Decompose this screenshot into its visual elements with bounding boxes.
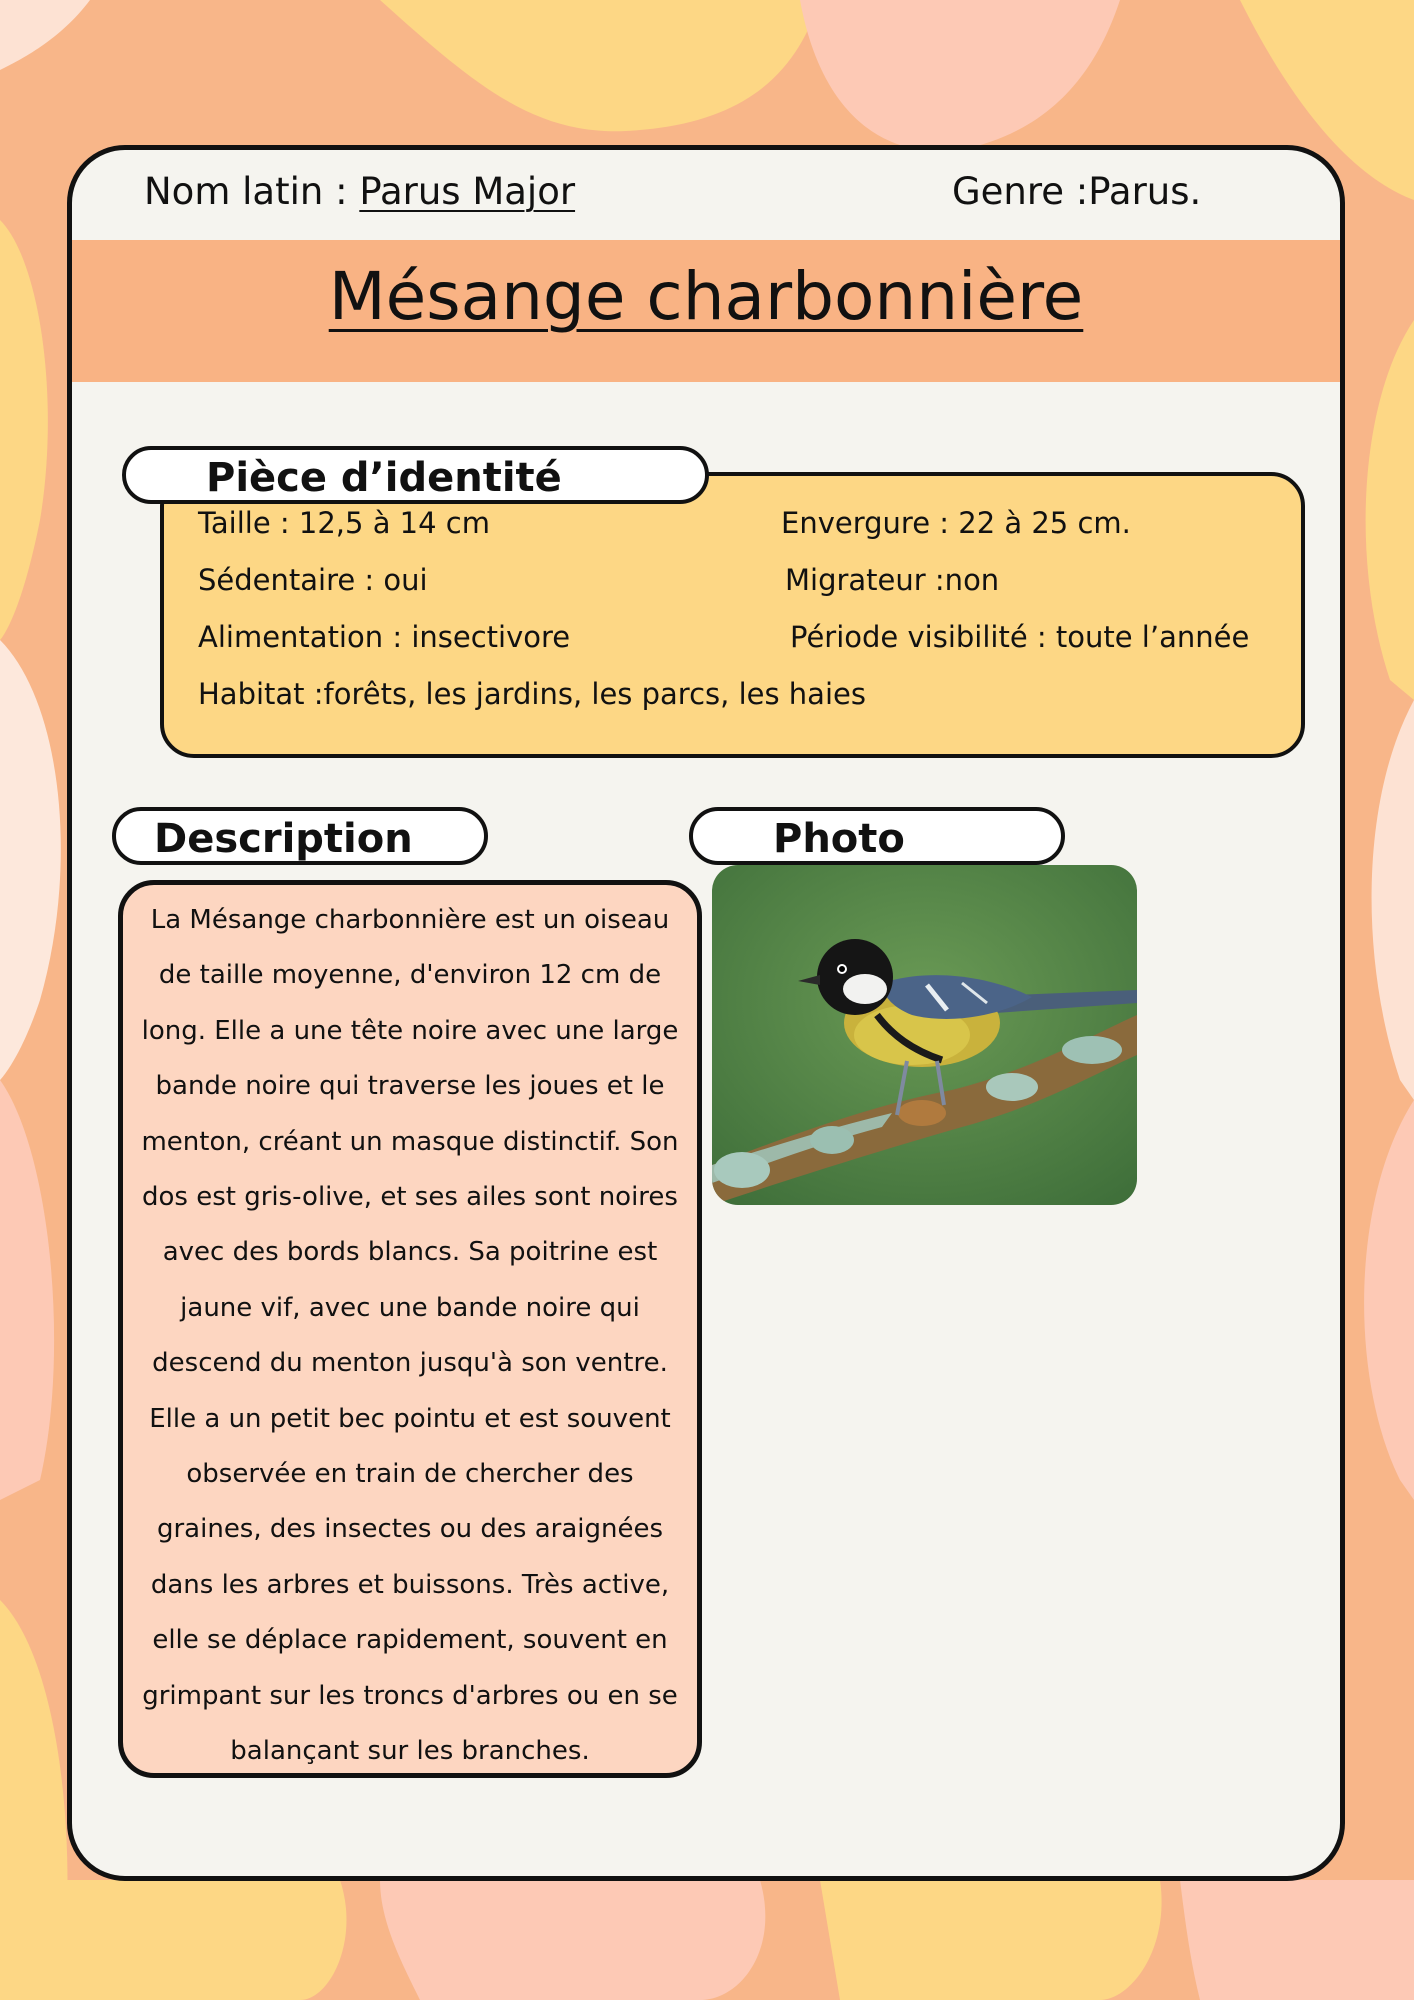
description-heading-pill xyxy=(112,807,488,865)
migratory-field: Migrateur :non xyxy=(785,563,1000,597)
size-field: Taille : 12,5 à 14 cm xyxy=(198,506,490,540)
visibility-field: Période visibilité : toute l’année xyxy=(790,620,1250,654)
wingspan-field: Envergure : 22 à 25 cm. xyxy=(781,506,1131,540)
identity-heading: Pièce d’identité xyxy=(206,455,562,501)
description-heading: Description xyxy=(154,816,413,862)
diet-field: Alimentation : insectivore xyxy=(198,620,571,654)
photo-heading: Photo xyxy=(773,816,905,862)
identity-box xyxy=(160,472,1305,758)
latin-name xyxy=(144,170,575,213)
description-text: La Mésange charbonnière est un oiseau de taille moyenne, d'environ 12 cm de long. Elle a une tête noire avec une large bande noire qui traverse les joues et le menton, créant un masque distinctif. Son dos est gris-olive, et ses ailes sont noires avec des bords blancs. Sa poitrine est jaune vif, avec une bande noire qui descend du menton jusqu'à son ventre. Elle a un petit bec pointu et est souvent observée en train de chercher des graines, des insectes ou des araignées dans les arbres et buissons. Très active, elle se déplace rapidement, souvent en grimpant sur les troncs d'arbres ou en se balançant sur les branches. xyxy=(141,905,679,1767)
description-box xyxy=(118,880,702,1778)
title-band xyxy=(72,240,1340,382)
sedentary-field: Sédentaire : oui xyxy=(198,563,428,597)
genus: Genre :Parus. xyxy=(952,170,1202,213)
photo-heading-pill xyxy=(689,807,1065,865)
species-card xyxy=(67,145,1345,1881)
latin-name-value: Parus Major xyxy=(359,170,576,213)
habitat-field: Habitat :forêts, les jardins, les parcs, les haies xyxy=(198,677,866,711)
bird-photo xyxy=(712,865,1137,1205)
page-title: Mésange charbonnière xyxy=(328,258,1084,335)
latin-name-label: Nom latin : xyxy=(144,170,360,213)
great-tit-illustration xyxy=(712,865,1137,1205)
identity-heading-pill xyxy=(122,446,709,504)
